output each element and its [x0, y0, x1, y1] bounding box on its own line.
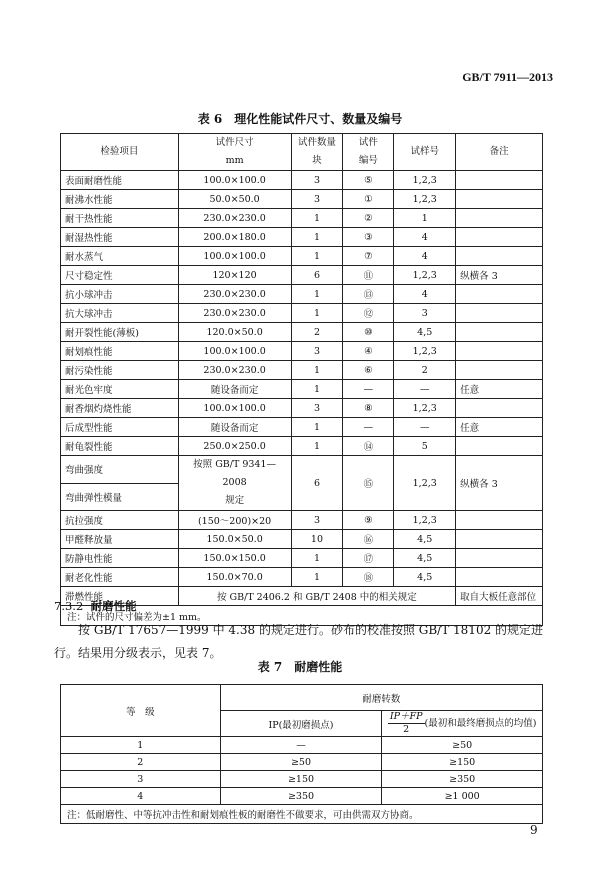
- table6-cell: [456, 361, 543, 380]
- table6-cell: [456, 437, 543, 456]
- table7-header-row: [61, 685, 543, 711]
- table6-cell: 1: [394, 209, 456, 228]
- table6-cell: 1: [291, 568, 343, 587]
- table6-cell: [456, 171, 543, 190]
- table6-cell: 耐沸水性能: [61, 190, 179, 209]
- table6-cell: 4,5: [394, 530, 456, 549]
- table6-cell: 1: [291, 361, 343, 380]
- table6-cell: 防静电性能: [61, 549, 179, 568]
- table6-cell: 1: [291, 285, 343, 304]
- table6: [60, 133, 543, 626]
- table6-cell: ⑭: [343, 437, 394, 456]
- table6-cell: [456, 228, 543, 247]
- table6-cell: 1,2,3: [394, 511, 456, 530]
- table6-cell: 弯曲强度: [61, 456, 179, 484]
- table7-cell: ≥50: [220, 754, 382, 771]
- section-title: 耐磨性能: [90, 599, 137, 613]
- table6-cell: 150.0×150.0: [178, 549, 291, 568]
- table6-cell: [456, 247, 543, 266]
- table6-cell: ⑰: [343, 549, 394, 568]
- table6-cell: 230.0×230.0: [178, 361, 291, 380]
- table6-cell: 1: [291, 228, 343, 247]
- table6-cell: 3: [394, 304, 456, 323]
- average-label: (最初和最终磨损点的均值): [424, 718, 537, 729]
- table6-cell: 120×120: [178, 266, 291, 285]
- table6-cell: ③: [343, 228, 394, 247]
- table6-cell: [456, 342, 543, 361]
- table6-cell: 3: [291, 190, 343, 209]
- table6-row: [61, 190, 543, 209]
- table6-cell: 4,5: [394, 568, 456, 587]
- table6-row: [61, 511, 543, 530]
- table7-cell: ≥1 000: [382, 788, 543, 805]
- table7-note-row: [61, 805, 543, 824]
- table6-cell: [456, 190, 543, 209]
- table6-row: [61, 399, 543, 418]
- table6-cell: 1: [291, 549, 343, 568]
- table6-header-cell: 备注: [456, 134, 543, 171]
- table6-row: [61, 456, 543, 484]
- table6-cell: [456, 568, 543, 587]
- table7-cell: ≥150: [382, 754, 543, 771]
- table6-cell: 2: [394, 361, 456, 380]
- table6-cell: ⑫: [343, 304, 394, 323]
- table6-cell: 1,2,3: [394, 190, 456, 209]
- table6-cell: ⑮: [343, 456, 394, 511]
- table6-cell: 按照 GB/T 9341—2008 规定: [178, 456, 291, 511]
- table6-cell: 抗大球冲击: [61, 304, 179, 323]
- table6-row: [61, 549, 543, 568]
- table6-cell: ⑱: [343, 568, 394, 587]
- table6-cell: 10: [291, 530, 343, 549]
- table6-cell: 耐水蒸气: [61, 247, 179, 266]
- table6-cell: 后成型性能: [61, 418, 179, 437]
- table6-cell: ②: [343, 209, 394, 228]
- table6-cell: 100.0×100.0: [178, 342, 291, 361]
- table6-header-cell: 试件数量 块: [291, 134, 343, 171]
- table7-cell: ≥350: [220, 788, 382, 805]
- fraction-numerator: IP＋FP: [389, 711, 423, 722]
- table6-cell: 随设备而定: [178, 418, 291, 437]
- table6-cell: [456, 549, 543, 568]
- table7-cell: 3: [61, 771, 221, 788]
- table6-cell: 150.0×50.0: [178, 530, 291, 549]
- table6-cell: (150～200)×20: [178, 511, 291, 530]
- table6-cell: 100.0×100.0: [178, 399, 291, 418]
- table6-cell: 耐光色牢度: [61, 380, 179, 399]
- table7-header-cell: 耐磨转数: [220, 685, 542, 711]
- table6-row: [61, 530, 543, 549]
- table6-cell: 表面耐磨性能: [61, 171, 179, 190]
- table6-cell: 按 GB/T 2406.2 和 GB/T 2408 中的相关规定: [178, 587, 456, 606]
- table6-cell: 3: [291, 399, 343, 418]
- table6-cell: 4,5: [394, 549, 456, 568]
- table6-cell: 2: [291, 323, 343, 342]
- table6-cell: 耐干热性能: [61, 209, 179, 228]
- table6-row: [61, 171, 543, 190]
- table6-cell: ⑥: [343, 361, 394, 380]
- table6-cell: 纵横各 3: [456, 456, 543, 511]
- table6-row: [61, 304, 543, 323]
- table6-cell: [456, 209, 543, 228]
- table7-row: [61, 754, 543, 771]
- table6-header-cell: 试样号: [394, 134, 456, 171]
- table6-cell: 1: [291, 304, 343, 323]
- table6-cell: 3: [291, 171, 343, 190]
- table6-cell: ①: [343, 190, 394, 209]
- table6-row: [61, 437, 543, 456]
- table6-row: [61, 285, 543, 304]
- table6-cell: 6: [291, 456, 343, 511]
- table6-cell: 50.0×50.0: [178, 190, 291, 209]
- table6-cell: 1,2,3: [394, 456, 456, 511]
- table6-cell: —: [394, 418, 456, 437]
- table6-cell: 4,5: [394, 323, 456, 342]
- table7-cell: ≥50: [382, 737, 543, 754]
- table6-cell: ⑯: [343, 530, 394, 549]
- table6-cell: 随设备而定: [178, 380, 291, 399]
- table6-cell: 4: [394, 247, 456, 266]
- table6-row: [61, 418, 543, 437]
- table7-header-cell: IP(最初磨损点): [220, 711, 382, 737]
- table6-cell: 取自大板任意部位: [456, 587, 543, 606]
- table6-row: [61, 266, 543, 285]
- table6-row: [61, 209, 543, 228]
- table6-cell: 4: [394, 285, 456, 304]
- average-fraction: [388, 711, 425, 736]
- table6-row: [61, 247, 543, 266]
- table6-cell: ④: [343, 342, 394, 361]
- table6-cell: 1,2,3: [394, 266, 456, 285]
- table7-cell: 4: [61, 788, 221, 805]
- table6-row: [61, 228, 543, 247]
- table6-cell: 4: [394, 228, 456, 247]
- table6-row: [61, 342, 543, 361]
- table6-cell: [456, 399, 543, 418]
- standard-code: GB/T 7911—2013: [462, 70, 553, 84]
- table7-header-cell: 等 级: [61, 685, 221, 737]
- table6-caption: 表 6 理化性能试件尺寸、数量及编号: [197, 112, 403, 126]
- table7-cell: ≥350: [382, 771, 543, 788]
- table6-cell: 5: [394, 437, 456, 456]
- table6-cell: 230.0×230.0: [178, 304, 291, 323]
- table6-cell: 抗拉强度: [61, 511, 179, 530]
- table6-cell: [456, 511, 543, 530]
- table6-note: 注：试件的尺寸偏差为±1 mm。: [61, 606, 543, 626]
- table7-row: [61, 737, 543, 754]
- page-number: 9: [530, 823, 538, 837]
- table7-header-cell: [382, 711, 543, 737]
- table6-cell: 纵横各 3: [456, 266, 543, 285]
- table6-cell: 任意: [456, 418, 543, 437]
- fraction-denominator: 2: [403, 724, 410, 735]
- section-number: 7.3.2: [54, 599, 84, 613]
- table6-cell: 120.0×50.0: [178, 323, 291, 342]
- table6-cell: [456, 304, 543, 323]
- table6-cell: ⑬: [343, 285, 394, 304]
- table7-cell: ≥150: [220, 771, 382, 788]
- table6-cell: 耐污染性能: [61, 361, 179, 380]
- table6-cell: [456, 323, 543, 342]
- table6-cell: 任意: [456, 380, 543, 399]
- table6-cell: 1: [291, 247, 343, 266]
- table6-cell: 滞燃性能: [61, 587, 179, 606]
- table6-cell: 1,2,3: [394, 399, 456, 418]
- table6-header-cell: 试件尺寸 mm: [178, 134, 291, 171]
- table6-cell: 1: [291, 418, 343, 437]
- table6-cell: 1: [291, 380, 343, 399]
- section-heading: [54, 598, 137, 614]
- body-paragraph: 按 GB/T 17657—1999 中 4.38 的规定进行。砂布的校准按照 GB/T 18102 的规定进行。结果用分级表示，见表 7。: [54, 623, 544, 660]
- table7-note: 注：低耐磨性、中等抗冲击性和耐划痕性板的耐磨性不做要求，可由供需双方协商。: [61, 805, 543, 824]
- table7-cell: 2: [61, 754, 221, 771]
- table6-cell: ⑧: [343, 399, 394, 418]
- table6-cell: 3: [291, 511, 343, 530]
- table6-row: [61, 361, 543, 380]
- table6-cell: ⑦: [343, 247, 394, 266]
- table6-cell: 耐划痕性能: [61, 342, 179, 361]
- table7-caption: 表 7 耐磨性能: [257, 660, 343, 674]
- table6-cell: 150.0×70.0: [178, 568, 291, 587]
- table6-cell: 100.0×100.0: [178, 171, 291, 190]
- table6-cell: 1,2,3: [394, 342, 456, 361]
- table7-cell: —: [220, 737, 382, 754]
- table7: [60, 684, 543, 824]
- table6-cell: 1: [291, 437, 343, 456]
- table7-row: [61, 771, 543, 788]
- table6-cell: 1: [291, 209, 343, 228]
- table6-cell: [456, 530, 543, 549]
- table6-cell: [456, 285, 543, 304]
- table6-cell: 甲醛释放量: [61, 530, 179, 549]
- table6-row: [61, 323, 543, 342]
- table6-cell: 耐湿热性能: [61, 228, 179, 247]
- table6-cell: —: [394, 380, 456, 399]
- table6-header-row: [61, 134, 543, 171]
- table6-cell: ⑩: [343, 323, 394, 342]
- table6-cell: 100.0×100.0: [178, 247, 291, 266]
- table6-cell: 弯曲弹性模量: [61, 483, 179, 511]
- table6-cell: 250.0×250.0: [178, 437, 291, 456]
- table6-cell: ⑪: [343, 266, 394, 285]
- table6-cell: 6: [291, 266, 343, 285]
- table6-cell: 耐龟裂性能: [61, 437, 179, 456]
- table6-cell: ⑨: [343, 511, 394, 530]
- table6-cell: 尺寸稳定性: [61, 266, 179, 285]
- table6-cell: 230.0×230.0: [178, 285, 291, 304]
- table6-cell: 抗小球冲击: [61, 285, 179, 304]
- table6-cell: 3: [291, 342, 343, 361]
- table6-header-cell: 试件 编号: [343, 134, 394, 171]
- table6-row: [61, 568, 543, 587]
- table6-cell: 200.0×180.0: [178, 228, 291, 247]
- table6-cell: 230.0×230.0: [178, 209, 291, 228]
- table6-cell: —: [343, 418, 394, 437]
- table6-cell: 耐香烟灼烧性能: [61, 399, 179, 418]
- table6-cell: 耐老化性能: [61, 568, 179, 587]
- table7-row: [61, 788, 543, 805]
- table6-cell: 1,2,3: [394, 171, 456, 190]
- table6-cell: 耐开裂性能(薄板): [61, 323, 179, 342]
- table6-cell: —: [343, 380, 394, 399]
- table6-header-cell: 检验项目: [61, 134, 179, 171]
- table7-cell: 1: [61, 737, 221, 754]
- table6-cell: ⑤: [343, 171, 394, 190]
- table6-row: [61, 380, 543, 399]
